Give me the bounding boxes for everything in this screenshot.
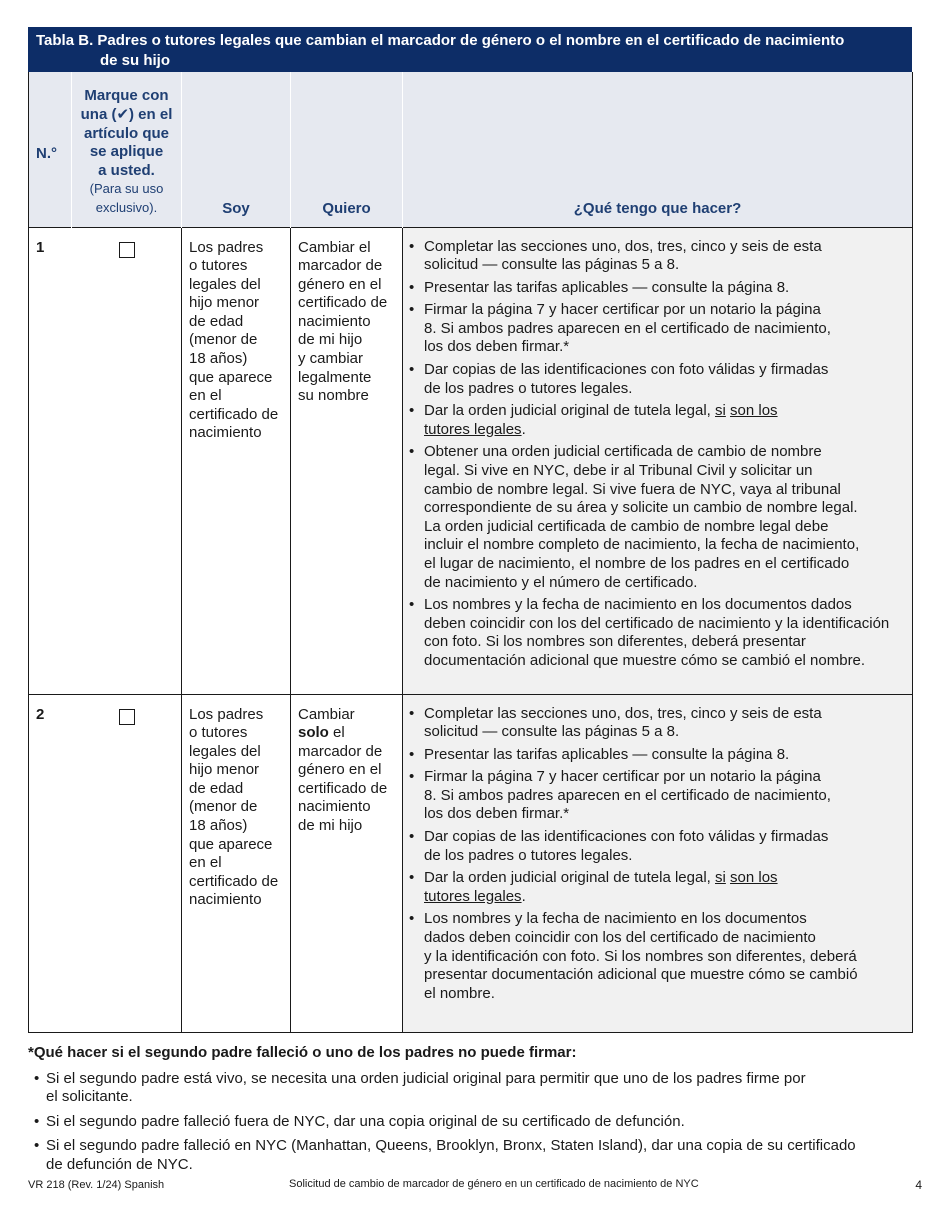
checkbox-row-2[interactable] xyxy=(119,709,135,725)
footnote xyxy=(28,1044,912,1181)
requirements-table xyxy=(28,72,913,1033)
footnote-heading: *Qué hacer si el segundo padre falleció o uno de los padres no puede firmar: xyxy=(28,1044,577,1061)
table-title xyxy=(28,27,912,72)
header-que-hacer: ¿Qué tengo que hacer? xyxy=(403,72,913,227)
actions-cell xyxy=(403,694,913,1032)
table-row-1 xyxy=(29,227,913,694)
list-item: • Dar copias de las identificaciones con foto válidas y firmadas de los padres o tutores legales. xyxy=(409,828,904,865)
column-header-row xyxy=(29,72,913,227)
list-item: • Firmar la página 7 y hacer certificar por un notario la página 8. Si ambos padres aparecen en el certificado de nacimiento, los dos deben firmar.* xyxy=(409,768,904,824)
header-soy: Soy xyxy=(182,72,291,227)
list-item: • Presentar las tarifas aplicables — consulte la página 8. xyxy=(409,279,904,298)
list-item: • Dar la orden judicial original de tutela legal, si son los tutores legales. xyxy=(409,402,904,439)
table-title-line-2: de su hijo xyxy=(100,52,171,69)
header-quiero: Quiero xyxy=(291,72,403,227)
list-item: • Si el segundo padre falleció en NYC (Manhattan, Queens, Brooklyn, Bronx, Staten Island), dar una copia de su certificado de defunción de NYC. xyxy=(28,1137,912,1174)
list-item: • Completar las secciones uno, dos, tres, cinco y seis de esta solicitud — consulte las páginas 5 a 8. xyxy=(409,705,904,742)
list-item: • Presentar las tarifas aplicables — consulte la página 8. xyxy=(409,746,904,765)
header-check: Marque con una (✔) en el artículo que se aplique a usted. (Para su uso exclusivo). xyxy=(72,72,182,227)
list-item: • Si el segundo padre falleció fuera de NYC, dar una copia original de su certificado de defunción. xyxy=(28,1113,912,1132)
form-title: Solicitud de cambio de marcador de género en un certificado de nacimiento de NYC xyxy=(289,1178,699,1190)
table-b xyxy=(28,27,912,1033)
quiero-cell: Cambiar el marcador de género en el certificado de nacimiento de mi hijo y cambiar legalmente su nombre xyxy=(291,227,403,694)
list-item: • Los nombres y la fecha de nacimiento en los documentos dados deben coincidir con los del certificado de nacimiento y la identificación con foto. Si los nombres son diferentes, deberá presentar documentación adicional que muestre cómo se cambió el nombre. xyxy=(409,596,904,670)
table-row-2 xyxy=(29,694,913,1032)
checkbox-row-1[interactable] xyxy=(119,242,135,258)
list-item: • Dar copias de las identificaciones con foto válidas y firmadas de los padres o tutores legales. xyxy=(409,361,904,398)
list-item: • Firmar la página 7 y hacer certificar por un notario la página 8. Si ambos padres aparecen en el certificado de nacimiento, los dos deben firmar.* xyxy=(409,301,904,357)
list-item: • Completar las secciones uno, dos, tres, cinco y seis de esta solicitud — consulte las páginas 5 a 8. xyxy=(409,238,904,275)
row-checkbox-cell xyxy=(72,694,182,1032)
soy-cell: Los padres o tutores legales del hijo menor de edad (menor de 18 años) que aparece en el certificado de nacimiento xyxy=(182,694,291,1032)
header-number: N.° xyxy=(29,72,72,227)
row-number: 2 xyxy=(29,694,72,1032)
actions-list xyxy=(409,238,904,671)
row-number: 1 xyxy=(29,227,72,694)
actions-list xyxy=(409,705,904,1004)
list-item: • Si el segundo padre está vivo, se necesita una orden judicial original para permitir que uno de los padres firme por el solicitante. xyxy=(28,1070,912,1107)
table-title-line-1: Tabla B. Padres o tutores legales que cambian el marcador de género o el nombre en el certificado de nacimiento xyxy=(36,32,845,49)
form-id: VR 218 (Rev. 1/24) Spanish xyxy=(28,1179,165,1191)
row-checkbox-cell xyxy=(72,227,182,694)
actions-cell xyxy=(403,227,913,694)
soy-cell: Los padres o tutores legales del hijo menor de edad (menor de 18 años) que aparece en el certificado de nacimiento xyxy=(182,227,291,694)
list-item: • Los nombres y la fecha de nacimiento en los documentos dados deben coincidir con los del certificado de nacimiento y la identificación con foto. Si los nombres son diferentes, deberá presentar documentación adicional que muestre cómo se cambió el nombre. xyxy=(409,910,904,1003)
list-item: • Obtener una orden judicial certificada de cambio de nombre legal. Si vive en NYC, debe ir al Tribunal Civil y solicitar un cambio de nombre legal. Si vive fuera de NYC, vaya al tribunal correspondiente de su área y solicite un cambio de nombre legal. La orden judicial certificada de cambio de nombre legal debe incluir el nombre completo de nacimiento, la fecha de nacimiento, el lugar de nacimiento, el nombre de los padres en el certificado de nacimiento y el número de certificado. xyxy=(409,443,904,592)
list-item: • Dar la orden judicial original de tutela legal, si son los tutores legales. xyxy=(409,869,904,906)
page-number: 4 xyxy=(915,1178,922,1192)
quiero-cell: Cambiar solo el marcador de género en el certificado de nacimiento de mi hijo xyxy=(291,694,403,1032)
footnote-list xyxy=(28,1070,912,1175)
